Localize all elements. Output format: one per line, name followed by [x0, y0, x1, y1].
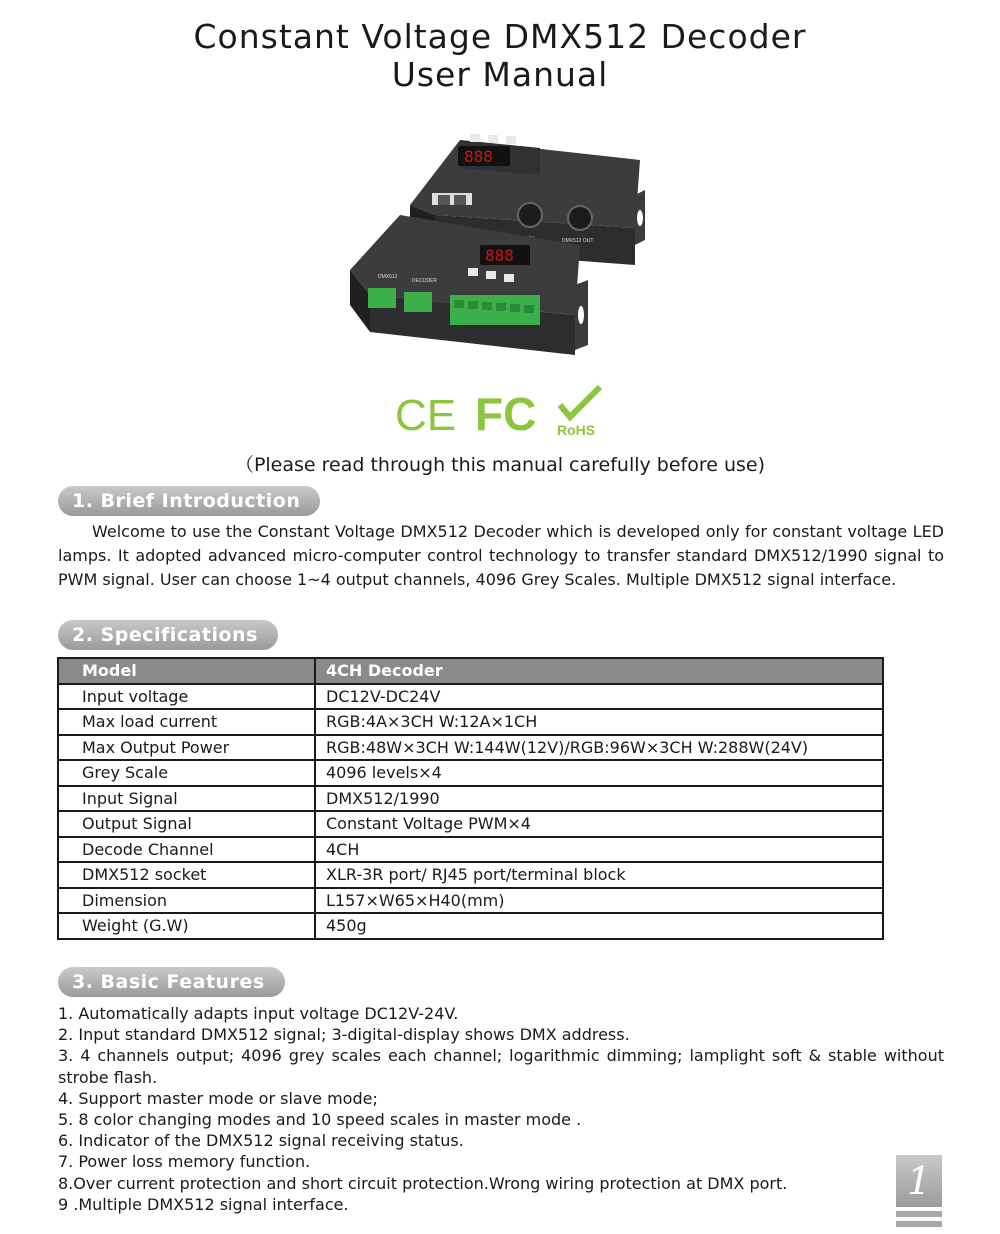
list-item: 9 .Multiple DMX512 signal interface.: [58, 1194, 349, 1214]
spec-label: Grey Scale: [58, 760, 315, 786]
certification-logos: [395, 385, 610, 440]
spec-value: L157×W65×H40(mm): [315, 888, 883, 914]
table-header-cell: Model: [58, 658, 315, 684]
section-heading-features: 3. Basic Features: [58, 967, 285, 997]
spec-label: DMX512 socket: [58, 862, 315, 888]
specifications-table: [57, 657, 884, 940]
spec-label: Dimension: [58, 888, 315, 914]
table-header-cell: 4CH Decoder: [315, 658, 883, 684]
rohs-logo: RoHS: [557, 422, 596, 438]
spec-label: Input voltage: [58, 684, 315, 710]
spec-label: Max load current: [58, 709, 315, 735]
ce-logo: CE: [395, 391, 457, 440]
section-heading-intro: 1. Brief Introduction: [58, 486, 320, 516]
decoder-label: DECODER: [412, 278, 438, 284]
spec-value: Constant Voltage PWM×4: [315, 811, 883, 837]
dmx-out-label: DMX512 OUT: [562, 238, 594, 244]
read-manual-note: （Please read through this manual carefully before use): [234, 454, 766, 476]
table-row: [58, 684, 883, 710]
table-row: [58, 888, 883, 914]
svg-text:888: 888: [464, 147, 493, 166]
list-item: 4. Support master mode or slave mode;: [58, 1088, 378, 1108]
table-row: [58, 760, 883, 786]
spec-label: Decode Channel: [58, 837, 315, 863]
spec-value: DC12V-DC24V: [315, 684, 883, 710]
spec-label: Max Output Power: [58, 735, 315, 761]
section-heading-specs: 2. Specifications: [58, 620, 278, 650]
table-row: [58, 811, 883, 837]
spec-label: Output Signal: [58, 811, 315, 837]
list-item: 1. Automatically adapts input voltage DC12V-24V.: [58, 1004, 459, 1023]
page-bar: [896, 1211, 942, 1217]
spec-value: RGB:4A×3CH W:12A×1CH: [315, 709, 883, 735]
table-row: [58, 837, 883, 863]
table-row: [58, 913, 883, 939]
list-item: 2. Input standard DMX512 signal; 3-digital-display shows DMX address.: [58, 1025, 630, 1045]
list-item: 3. 4 channels output; 4096 grey scales each channel; logarithmic dimming; lamplight soft & stable without strobe flash.: [58, 1046, 944, 1087]
list-item: 6. Indicator of the DMX512 signal receiving status.: [58, 1131, 464, 1151]
document-title: [0, 18, 1000, 94]
fc-logo: FC: [475, 388, 537, 440]
spec-label: Weight (G.W): [58, 913, 315, 939]
svg-text:888: 888: [485, 246, 514, 265]
rohs-check-icon: [560, 387, 600, 417]
spec-label: Input Signal: [58, 786, 315, 812]
title-line-1: Constant Voltage DMX512 Decoder: [193, 17, 807, 56]
spec-value: XLR-3R port/ RJ45 port/terminal block: [315, 862, 883, 888]
table-row: [58, 862, 883, 888]
list-item: 7. Power loss memory function.: [58, 1152, 311, 1172]
product-image: [340, 120, 660, 380]
table-row: [58, 709, 883, 735]
table-row: [58, 786, 883, 812]
spec-value: 4CH: [315, 837, 883, 863]
dmx512-label: DMX512: [378, 274, 398, 280]
table-header-row: [58, 658, 883, 684]
title-line-2: User Manual: [391, 55, 609, 94]
spec-value: DMX512/1990: [315, 786, 883, 812]
features-list: [58, 1003, 944, 1215]
list-item: 8.Over current protection and short circuit protection.Wrong wiring protection at DMX port.: [58, 1173, 788, 1193]
intro-text: Welcome to use the Constant Voltage DMX512 Decoder which is developed only for constant voltage LED lamps. It adopted advanced micro-computer control technology to transfer standard DMX512/1990 signal to PWM signal. User can choose 1~4 output channels, 4096 Grey Scales. Multiple DMX512 signal interface.: [58, 522, 944, 589]
table-row: [58, 735, 883, 761]
spec-value: 4096 levels×4: [315, 760, 883, 786]
spec-value: RGB:48W×3CH W:144W(12V)/RGB:96W×3CH W:288W(24V): [315, 735, 883, 761]
list-item: 5. 8 color changing modes and 10 speed scales in master mode .: [58, 1110, 582, 1130]
intro-paragraph: [58, 520, 944, 592]
page-number: 1: [896, 1155, 942, 1207]
page-bar: [896, 1221, 942, 1227]
spec-value: 450g: [315, 913, 883, 939]
